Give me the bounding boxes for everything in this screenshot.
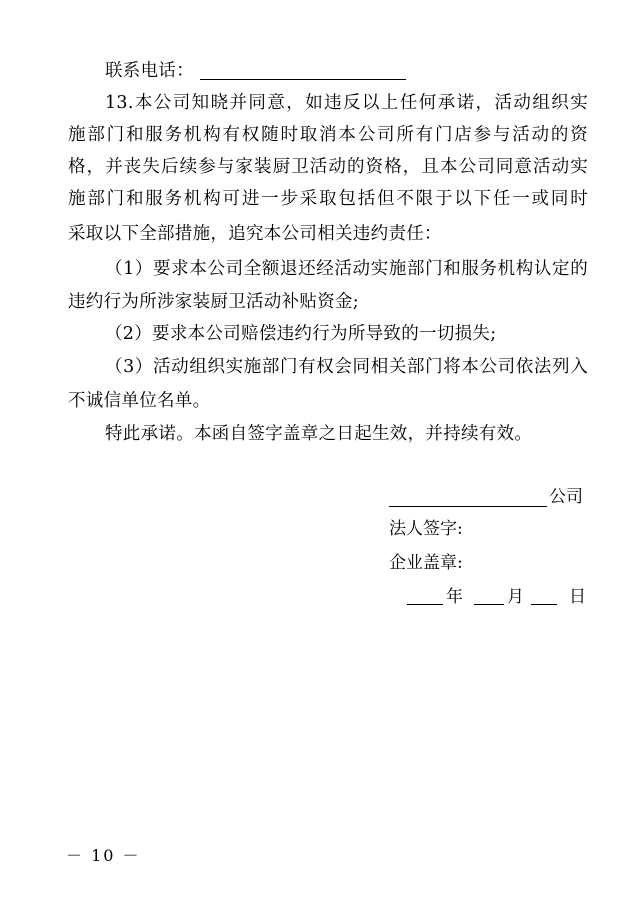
measure-2-line-1: （2）要求本公司赔偿违约行为所导致的一切损失; — [105, 324, 497, 344]
measure-3-line-1: （3）活动组织实施部门有权会同相关部门将本公司依法列入 — [105, 357, 588, 377]
clause13-line-5: 采取以下全部措施，追究本公司相关违约责任： — [68, 224, 442, 244]
closing-statement: 特此承诺。本函自签字盖章之日起生效，并持续有效。 — [105, 424, 533, 444]
legal-rep-signature-label: 法人签字: — [389, 519, 463, 539]
clause13-line-1: 13.本公司知晓并同意，如违反以上任何承诺，活动组织实 — [105, 93, 588, 113]
date-year-label: 年 — [446, 587, 463, 607]
measure-3-line-2: 不诚信单位名单。 — [68, 391, 211, 411]
clause13-line-3: 格，并丧失后续参与家装厨卫活动的资格，且本公司同意活动实 — [68, 157, 588, 177]
measure-1-line-2: 违约行为所涉家装厨卫活动补贴资金; — [68, 292, 359, 312]
date-day-blank[interactable] — [531, 604, 557, 605]
date-month-blank[interactable] — [474, 604, 504, 605]
company-seal-label: 企业盖章: — [389, 553, 463, 573]
company-suffix: 公司 — [549, 487, 583, 507]
company-name-blank[interactable] — [389, 506, 547, 507]
date-month-label: 月 — [507, 587, 524, 607]
date-day-label: 日 — [569, 587, 586, 607]
measure-1-line-1: （1）要求本公司全额退还经活动实施部门和服务机构认定的 — [105, 259, 588, 279]
date-year-blank[interactable] — [407, 604, 443, 605]
contact-phone-label-text: 联系电话： — [105, 61, 194, 81]
contact-phone-label — [105, 55, 625, 87]
contact-phone-blank[interactable] — [200, 79, 406, 80]
clause13-line-4: 施部门和服务机构可进一步采取包括但不限于以下任一或同时 — [68, 189, 588, 209]
page-number: － 10 － — [66, 846, 141, 865]
clause13-line-2: 施部门和服务机构有权随时取消本公司所有门店参与活动的资 — [68, 125, 588, 145]
